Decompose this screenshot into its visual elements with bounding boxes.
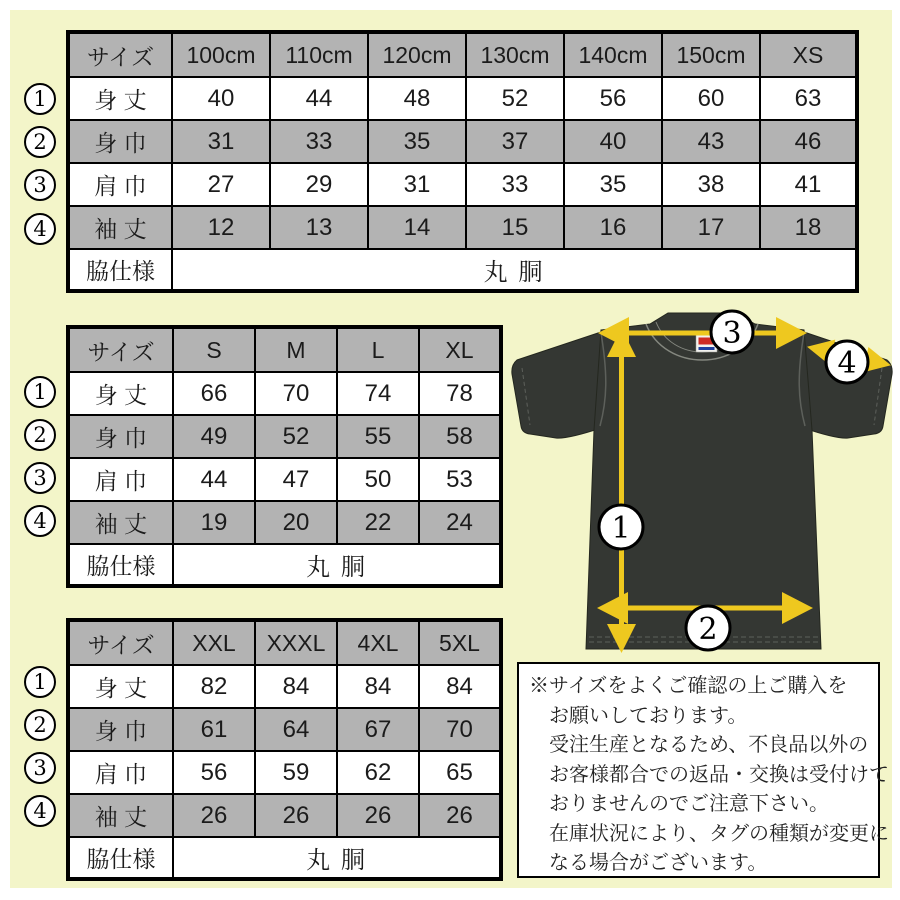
value-cell: 16 bbox=[564, 206, 662, 249]
value-cell: 52 bbox=[255, 415, 337, 458]
row-marker-3: 3 bbox=[24, 752, 56, 784]
size-header-cell: サイズ bbox=[68, 620, 173, 665]
table-row bbox=[68, 77, 857, 120]
size-column-header: 140cm bbox=[564, 32, 662, 77]
row-marker-3: 3 bbox=[24, 462, 56, 494]
row-label: 身 巾 bbox=[68, 120, 172, 163]
value-cell: 46 bbox=[760, 120, 857, 163]
size-column-header: XXXL bbox=[255, 620, 337, 665]
table-row bbox=[68, 372, 501, 415]
tshirt-left-sleeve bbox=[512, 332, 601, 438]
row-marker-1: 1 bbox=[24, 666, 56, 698]
value-cell: 24 bbox=[419, 501, 501, 544]
row-marker-2: 2 bbox=[24, 419, 56, 451]
value-cell: 70 bbox=[255, 372, 337, 415]
value-cell: 37 bbox=[466, 120, 564, 163]
side-spec-cell: 丸 胴 bbox=[172, 249, 857, 291]
value-cell: 50 bbox=[337, 458, 419, 501]
row-label: 脇仕様 bbox=[68, 249, 172, 291]
value-cell: 33 bbox=[270, 120, 368, 163]
svg-text:1: 1 bbox=[611, 511, 631, 546]
side-spec-cell: 丸 胴 bbox=[173, 544, 501, 586]
row-label: 脇仕様 bbox=[68, 837, 173, 879]
value-cell: 35 bbox=[564, 163, 662, 206]
value-cell: 26 bbox=[337, 794, 419, 837]
value-cell: 26 bbox=[419, 794, 501, 837]
size-column-header: 100cm bbox=[172, 32, 270, 77]
row-marker-1: 1 bbox=[24, 83, 56, 115]
row-label: 身 巾 bbox=[68, 415, 173, 458]
row-label: 身 巾 bbox=[68, 708, 173, 751]
table-row bbox=[68, 415, 501, 458]
value-cell: 27 bbox=[172, 163, 270, 206]
table-row bbox=[68, 120, 857, 163]
tshirt-diagram bbox=[495, 308, 895, 660]
note-line: お客様都合での返品・交換は受付けて bbox=[549, 763, 889, 786]
value-cell: 29 bbox=[270, 163, 368, 206]
size-column-header: 120cm bbox=[368, 32, 466, 77]
value-cell: 38 bbox=[662, 163, 760, 206]
size-column-header: 5XL bbox=[419, 620, 501, 665]
diagram-marker-3 bbox=[711, 311, 753, 353]
note-line: 在庫状況により、タグの種類が変更に bbox=[549, 822, 889, 845]
value-cell: 82 bbox=[173, 665, 255, 708]
value-cell: 18 bbox=[760, 206, 857, 249]
value-cell: 84 bbox=[419, 665, 501, 708]
value-cell: 13 bbox=[270, 206, 368, 249]
value-cell: 58 bbox=[419, 415, 501, 458]
size-column-header: S bbox=[173, 327, 255, 372]
value-cell: 59 bbox=[255, 751, 337, 794]
diagram-marker-1 bbox=[599, 505, 643, 549]
row-marker-4: 4 bbox=[24, 795, 56, 827]
value-cell: 26 bbox=[173, 794, 255, 837]
row-label: 肩 巾 bbox=[68, 751, 173, 794]
size-column-header: 150cm bbox=[662, 32, 760, 77]
row-label: 脇仕様 bbox=[68, 544, 173, 586]
note-line: なる場合がございます。 bbox=[549, 852, 768, 874]
value-cell: 64 bbox=[255, 708, 337, 751]
row-label: 肩 巾 bbox=[68, 163, 172, 206]
size-column-header: 4XL bbox=[337, 620, 419, 665]
svg-text:2: 2 bbox=[698, 612, 718, 647]
value-cell: 35 bbox=[368, 120, 466, 163]
value-cell: 60 bbox=[662, 77, 760, 120]
value-cell: 65 bbox=[419, 751, 501, 794]
size-column-header: XS bbox=[760, 32, 857, 77]
value-cell: 84 bbox=[255, 665, 337, 708]
value-cell: 33 bbox=[466, 163, 564, 206]
size-column-header: 110cm bbox=[270, 32, 368, 77]
value-cell: 15 bbox=[466, 206, 564, 249]
size-column-header: M bbox=[255, 327, 337, 372]
table-row bbox=[68, 501, 501, 544]
value-cell: 12 bbox=[172, 206, 270, 249]
side-spec-cell: 丸 胴 bbox=[173, 837, 501, 879]
row-label: 袖 丈 bbox=[68, 794, 173, 837]
value-cell: 61 bbox=[173, 708, 255, 751]
diagram-marker-4 bbox=[826, 341, 868, 383]
row-label: 身 丈 bbox=[68, 372, 173, 415]
value-cell: 44 bbox=[270, 77, 368, 120]
row-marker-4: 4 bbox=[24, 505, 56, 537]
value-cell: 67 bbox=[337, 708, 419, 751]
value-cell: 78 bbox=[419, 372, 501, 415]
row-label: 袖 丈 bbox=[68, 501, 173, 544]
value-cell: 26 bbox=[255, 794, 337, 837]
table-row bbox=[68, 794, 501, 837]
note-line: おりませんのでご注意下さい。 bbox=[549, 793, 829, 815]
table-row bbox=[68, 163, 857, 206]
value-cell: 55 bbox=[337, 415, 419, 458]
table-row bbox=[68, 458, 501, 501]
purchase-note-box bbox=[517, 662, 889, 878]
row-marker-4: 4 bbox=[24, 213, 56, 245]
svg-text:4: 4 bbox=[837, 346, 857, 381]
note-line: お願いしております。 bbox=[549, 704, 748, 727]
value-cell: 40 bbox=[172, 77, 270, 120]
table-row bbox=[68, 665, 501, 708]
value-cell: 74 bbox=[337, 372, 419, 415]
value-cell: 31 bbox=[368, 163, 466, 206]
value-cell: 47 bbox=[255, 458, 337, 501]
value-cell: 44 bbox=[173, 458, 255, 501]
size-header-cell: サイズ bbox=[68, 327, 173, 372]
value-cell: 56 bbox=[564, 77, 662, 120]
value-cell: 62 bbox=[337, 751, 419, 794]
row-label: 身 丈 bbox=[68, 77, 172, 120]
value-cell: 31 bbox=[172, 120, 270, 163]
value-cell: 56 bbox=[173, 751, 255, 794]
value-cell: 22 bbox=[337, 501, 419, 544]
value-cell: 70 bbox=[419, 708, 501, 751]
table-row bbox=[68, 206, 857, 249]
value-cell: 43 bbox=[662, 120, 760, 163]
table-row bbox=[68, 751, 501, 794]
value-cell: 14 bbox=[368, 206, 466, 249]
svg-text:3: 3 bbox=[722, 316, 742, 351]
size-column-header: XXL bbox=[173, 620, 255, 665]
size-column-header: 130cm bbox=[466, 32, 564, 77]
table-row bbox=[68, 708, 501, 751]
value-cell: 17 bbox=[662, 206, 760, 249]
row-marker-2: 2 bbox=[24, 126, 56, 158]
diagram-marker-2 bbox=[686, 606, 730, 650]
row-label: 袖 丈 bbox=[68, 206, 172, 249]
value-cell: 84 bbox=[337, 665, 419, 708]
value-cell: 66 bbox=[173, 372, 255, 415]
value-cell: 53 bbox=[419, 458, 501, 501]
row-marker-2: 2 bbox=[24, 709, 56, 741]
size-column-header: L bbox=[337, 327, 419, 372]
value-cell: 49 bbox=[173, 415, 255, 458]
value-cell: 41 bbox=[760, 163, 857, 206]
value-cell: 48 bbox=[368, 77, 466, 120]
value-cell: 40 bbox=[564, 120, 662, 163]
row-marker-1: 1 bbox=[24, 376, 56, 408]
row-label: 肩 巾 bbox=[68, 458, 173, 501]
row-label: 身 丈 bbox=[68, 665, 173, 708]
table-row bbox=[68, 837, 501, 879]
value-cell: 20 bbox=[255, 501, 337, 544]
table-row bbox=[68, 249, 857, 291]
row-marker-3: 3 bbox=[24, 169, 56, 201]
value-cell: 63 bbox=[760, 77, 857, 120]
size-header-cell: サイズ bbox=[68, 32, 172, 77]
value-cell: 52 bbox=[466, 77, 564, 120]
note-line: ※サイズをよくご確認の上ご購入を bbox=[529, 675, 848, 697]
table-row bbox=[68, 544, 501, 586]
value-cell: 19 bbox=[173, 501, 255, 544]
size-column-header: XL bbox=[419, 327, 501, 372]
note-line: 受注生産となるため、不良品以外の bbox=[549, 734, 869, 756]
